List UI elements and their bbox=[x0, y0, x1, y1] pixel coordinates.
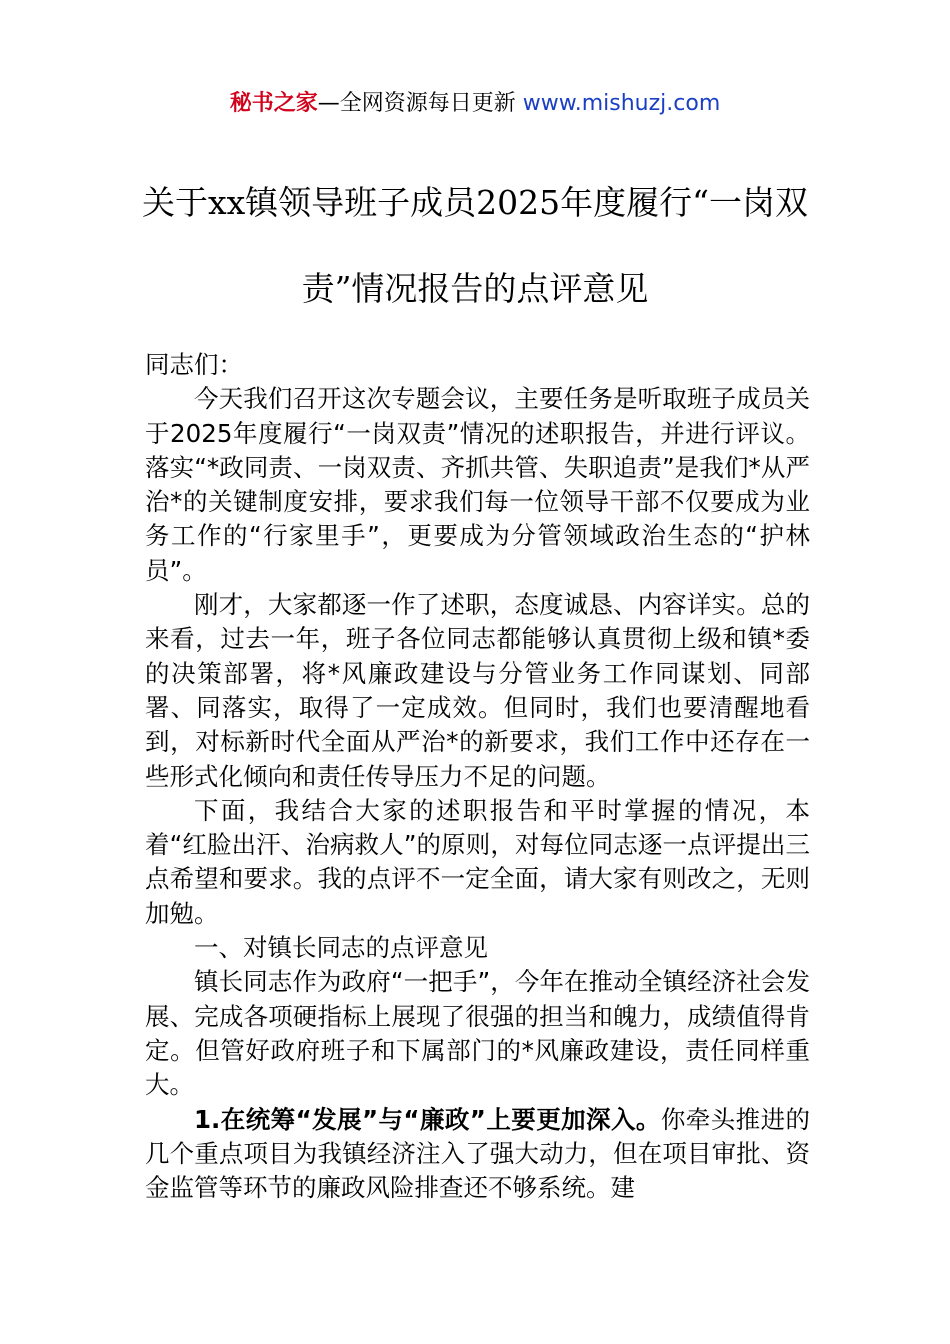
header-tagline: —全网资源每日更新 bbox=[317, 91, 523, 116]
point-heading: 1.在统筹“发展”与“廉政”上要更加深入。 bbox=[194, 1104, 661, 1134]
salutation: 同志们： bbox=[145, 350, 243, 379]
paragraph-mayor: 镇长同志作为政府“一把手”，今年在推动全镇经济社会发展、完成各项硬指标上展现了很强的担当和魄力，成绩值得肯定。但管好政府班子和下属部门的*风廉政建设，责任同样重大。 bbox=[145, 967, 810, 1100]
document-title: 关于xx镇领导班子成员2025年度履行“一岗双责”情况报告的点评意见 bbox=[141, 183, 809, 308]
brand-name: 秘书之家 bbox=[229, 91, 318, 116]
site-header bbox=[0, 88, 950, 120]
paragraph-overview: 刚才，大家都逐一作了述职，态度诚恳、内容详实。总的来看，过去一年，班子各位同志都能够认真贯彻上级和镇*委的决策部署，将*风廉政建设与分管业务工作同谋划、同部署、同落实，取得了一定成效。但同时，我们也要清醒地看到，对标新时代全面从严治*的新要求，我们工作中还存在一些形式化倾向和责任传导压力不足的问题。 bbox=[145, 590, 810, 791]
paragraph-method: 下面，我结合大家的述职报告和平时掌握的情况，本着“红脸出汗、治病救人”的原则，对每位同志逐一点评提出三点希望和要求。我的点评不一定全面，请大家有则改之，无则加勉。 bbox=[145, 795, 810, 928]
point-item bbox=[145, 1103, 810, 1206]
section-heading: 一、对镇长同志的点评意见 bbox=[194, 933, 488, 963]
site-link[interactable]: www.mishuzj.com bbox=[522, 91, 721, 116]
point-text: 你牵头推进的几个重点项目为我镇经济注入了强大动力，但在项目审批、资金监管等环节的廉政风险排查还不够系统。建 bbox=[145, 1104, 811, 1203]
document-body bbox=[145, 348, 810, 1205]
paragraph-intro: 今天我们召开这次专题会议，主要任务是听取班子成员关于2025年度履行“一岗双责”情况的述职报告，并进行评议。落实“*政同责、一岗双责、齐抓共管、失职追责”是我们*从严治*的关键制度安排，要求我们每一位领导干部不仅要成为业务工作的“行家里手”，更要成为分管领域政治生态的“护林员”。 bbox=[145, 384, 810, 585]
